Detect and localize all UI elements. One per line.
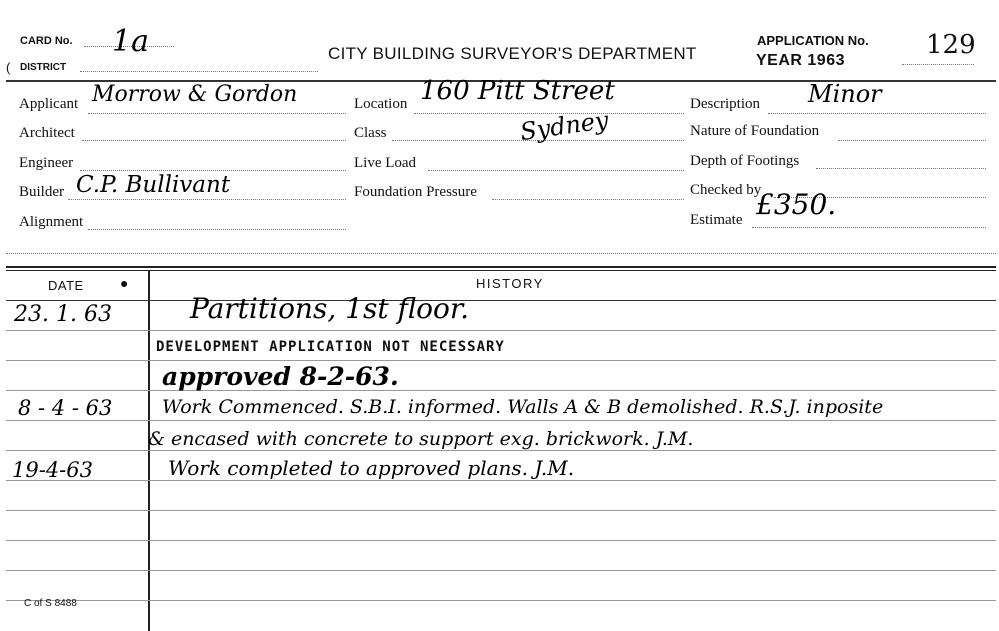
field-architect-line xyxy=(82,140,346,141)
field-alignment-line xyxy=(88,229,346,230)
history-rule xyxy=(6,330,996,331)
field-alignment-label: Alignment xyxy=(19,214,84,230)
history-rule xyxy=(6,390,996,391)
history-entry-date: 23. 1. 63 xyxy=(14,302,112,327)
field-live-load-label: Live Load xyxy=(354,155,417,171)
form-code: C of S 8488 xyxy=(24,598,77,609)
history-entry-date: 19-4-63 xyxy=(12,458,93,482)
field-engineer-line xyxy=(80,170,346,171)
field-applicant-line xyxy=(88,113,346,114)
field-architect-label: Architect xyxy=(19,125,75,141)
field-depth-footings-line xyxy=(816,168,986,169)
history-entry-text: & encased with concrete to support exg. brickwork. J.M. xyxy=(148,428,694,450)
field-applicant-label: Applicant xyxy=(19,96,79,112)
field-builder-label: Builder xyxy=(19,184,64,200)
history-rule xyxy=(6,480,996,481)
field-builder-line xyxy=(68,199,346,200)
department-title: CITY BUILDING SURVEYOR'S DEPARTMENT xyxy=(328,44,697,63)
field-estimate-line xyxy=(752,227,986,228)
field-foundation-pressure-label: Foundation Pressure xyxy=(354,184,477,200)
field-foundation-pressure-line xyxy=(492,199,684,200)
district-label: DISTRICT xyxy=(20,62,67,73)
card-no-value: 1a xyxy=(112,24,149,59)
card-no-label: CARD No. xyxy=(20,35,73,47)
field-description-label: Description xyxy=(690,96,760,112)
field-nature-foundation-line xyxy=(838,140,986,141)
history-entry-text: Work Commenced. S.B.I. informed. Walls A & B demolished. R.S.J. inposite xyxy=(162,396,884,418)
history-header: HISTORY xyxy=(476,276,544,291)
application-no-label: APPLICATION No. xyxy=(757,33,869,48)
field-class-value: Sydney xyxy=(518,105,611,147)
year-label: YEAR 1963 xyxy=(756,52,845,69)
history-rule xyxy=(6,570,996,571)
field-applicant-value: Morrow & Gordon xyxy=(92,82,298,107)
field-description-value: Minor xyxy=(808,80,882,108)
history-top-rule-2 xyxy=(6,270,996,271)
bracket-mark: ( xyxy=(6,60,11,75)
field-nature-foundation-label: Nature of Foundation xyxy=(690,123,820,139)
history-entry-date: 8 - 4 - 63 xyxy=(18,396,113,420)
history-rule xyxy=(6,420,996,421)
field-checked-by-label: Checked by xyxy=(690,182,762,198)
field-estimate-value: £350. xyxy=(756,188,837,221)
history-top-rule-1 xyxy=(6,266,996,268)
field-depth-footings-label: Depth of Footings xyxy=(690,153,800,169)
hole-punch-mark: ● xyxy=(120,275,129,291)
history-entry-text: Work completed to approved plans. J.M. xyxy=(168,456,575,480)
history-entry-stamp: DEVELOPMENT APPLICATION NOT NECESSARY xyxy=(156,339,505,355)
field-builder-value: C.P. Bullivant xyxy=(76,172,231,198)
date-header: DATE xyxy=(48,278,84,293)
history-rule xyxy=(6,600,996,601)
field-location-label: Location xyxy=(354,96,408,112)
history-entry-text: Partitions, 1st floor. xyxy=(190,292,470,325)
field-live-load-line xyxy=(428,170,684,171)
field-estimate-label: Estimate xyxy=(690,212,743,228)
history-rule xyxy=(6,450,996,451)
history-rule xyxy=(6,540,996,541)
fields-separator xyxy=(6,253,996,254)
history-rule xyxy=(6,300,996,301)
history-rule xyxy=(6,510,996,511)
application-no-line xyxy=(902,64,974,65)
field-description-line xyxy=(768,113,986,114)
application-no-value: 129 xyxy=(926,30,976,60)
history-rule xyxy=(6,360,996,361)
field-class-label: Class xyxy=(354,125,387,141)
field-location-value: 160 Pitt Street xyxy=(420,76,615,106)
district-line xyxy=(80,71,318,72)
field-engineer-label: Engineer xyxy=(19,155,74,171)
history-entry-text: approved 8-2-63. xyxy=(162,362,399,391)
